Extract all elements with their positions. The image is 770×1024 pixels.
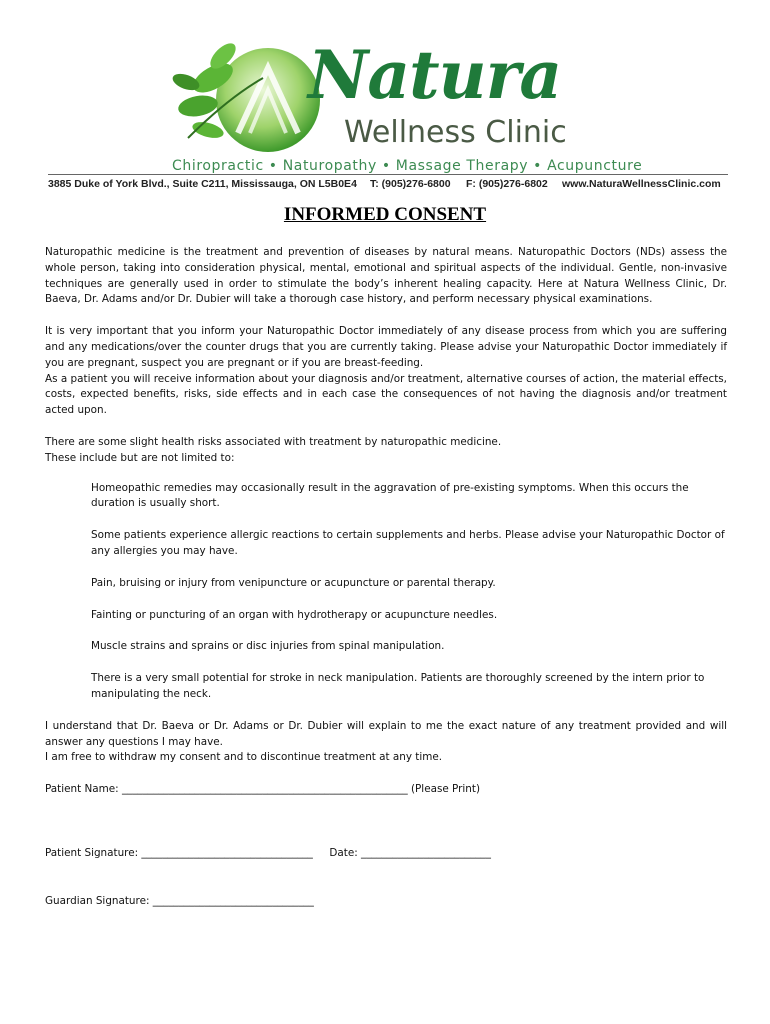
list-item: Homeopathic remedies may occasionally result in the aggravation of pre-existing symptoms. When this occurs the duration is usually short.: [91, 481, 689, 510]
clinic-services: Chiropractic • Naturopathy • Massage Therapy • Acupuncture: [172, 158, 643, 174]
clinic-contact-bar: [48, 174, 728, 190]
risks-lead: These include but are not limited to:: [45, 451, 235, 464]
risks-intro: There are some slight health risks associated with treatment by naturopathic medicine.: [45, 435, 502, 448]
clinic-website: www.NaturaWellnessClinic.com: [562, 178, 721, 190]
withdraw-statement: I am free to withdraw my consent and to discontinue treatment at any time.: [45, 751, 443, 764]
patient-name-field[interactable]: Patient Name: _______________________________________________________ (Please Print): [45, 783, 481, 796]
intro-paragraph: Naturopathic medicine is the treatment and prevention of diseases by natural means. Naturopathic Doctors (NDs) assess the whole person, taking into consideration physical, mental, emotional and spiritual aspects of the individual. Gentle, non-invasive techniques are generally used in order to stimulate the body’s inherent healing capacity. Here at Natura Wellness Clinic, Dr. Baeva, Dr. Adams and/or Dr. Dubier will take a thorough case history, and perform necessary physical examinations.: [45, 246, 727, 306]
understanding-statement: I understand that Dr. Baeva or Dr. Adams or Dr. Dubier will explain to me the exact nature of any treatment provided and will answer any questions I may have.: [45, 719, 727, 748]
list-item: Some patients experience allergic reactions to certain supplements and herbs. Please advise your Naturopathic Doctor of any allergies you may have.: [91, 529, 725, 557]
clinic-address: 3885 Duke of York Blvd., Suite C211, Mississauga, ON L5B0E4: [48, 178, 357, 190]
list-item: Muscle strains and sprains or disc injuries from spinal manipulation.: [91, 640, 445, 653]
date-field[interactable]: Date: _________________________: [329, 846, 491, 859]
signature-date-row: [45, 846, 727, 862]
risks-list: [91, 481, 727, 703]
patient-signature-field[interactable]: Patient Signature: _________________________________: [45, 846, 313, 859]
clinic-brand-name: Natura: [308, 36, 562, 114]
list-item: Fainting or puncturing of an organ with hydrotherapy or acupuncture needles.: [91, 608, 498, 621]
document-title: INFORMED CONSENT: [283, 204, 487, 225]
consent-body: [45, 245, 727, 926]
patient-rights-paragraph: As a patient you will receive information about your diagnosis and/or treatment, alternative courses of action, the material effects, costs, expected benefits, risks, side effects and in each case the consequences of not having the diagnosis and/or treatment acted upon.: [45, 372, 727, 417]
guardian-signature-field[interactable]: Guardian Signature: _______________________________: [45, 894, 314, 907]
clinic-logo: [168, 36, 643, 178]
list-item: Pain, bruising or injury from venipuncture or acupuncture or parental therapy.: [91, 576, 496, 589]
clinic-phone: T: (905)276-6800: [370, 178, 451, 190]
clinic-fax: F: (905)276-6802: [466, 178, 548, 190]
clinic-brand-subtitle: Wellness Clinic: [344, 115, 567, 150]
list-item: There is a very small potential for stroke in neck manipulation. Patients are thoroughly screened by the intern prior to manipulating the neck.: [91, 672, 705, 700]
disclosure-paragraph: It is very important that you inform your Naturopathic Doctor immediately of any disease process from which you are suffering and any medications/over the counter drugs that you are currently taking. Please advise your Naturopathic Doctor immediately if you are pregnant, suspect you are pregnant or if you are breast-feeding.: [45, 325, 727, 369]
